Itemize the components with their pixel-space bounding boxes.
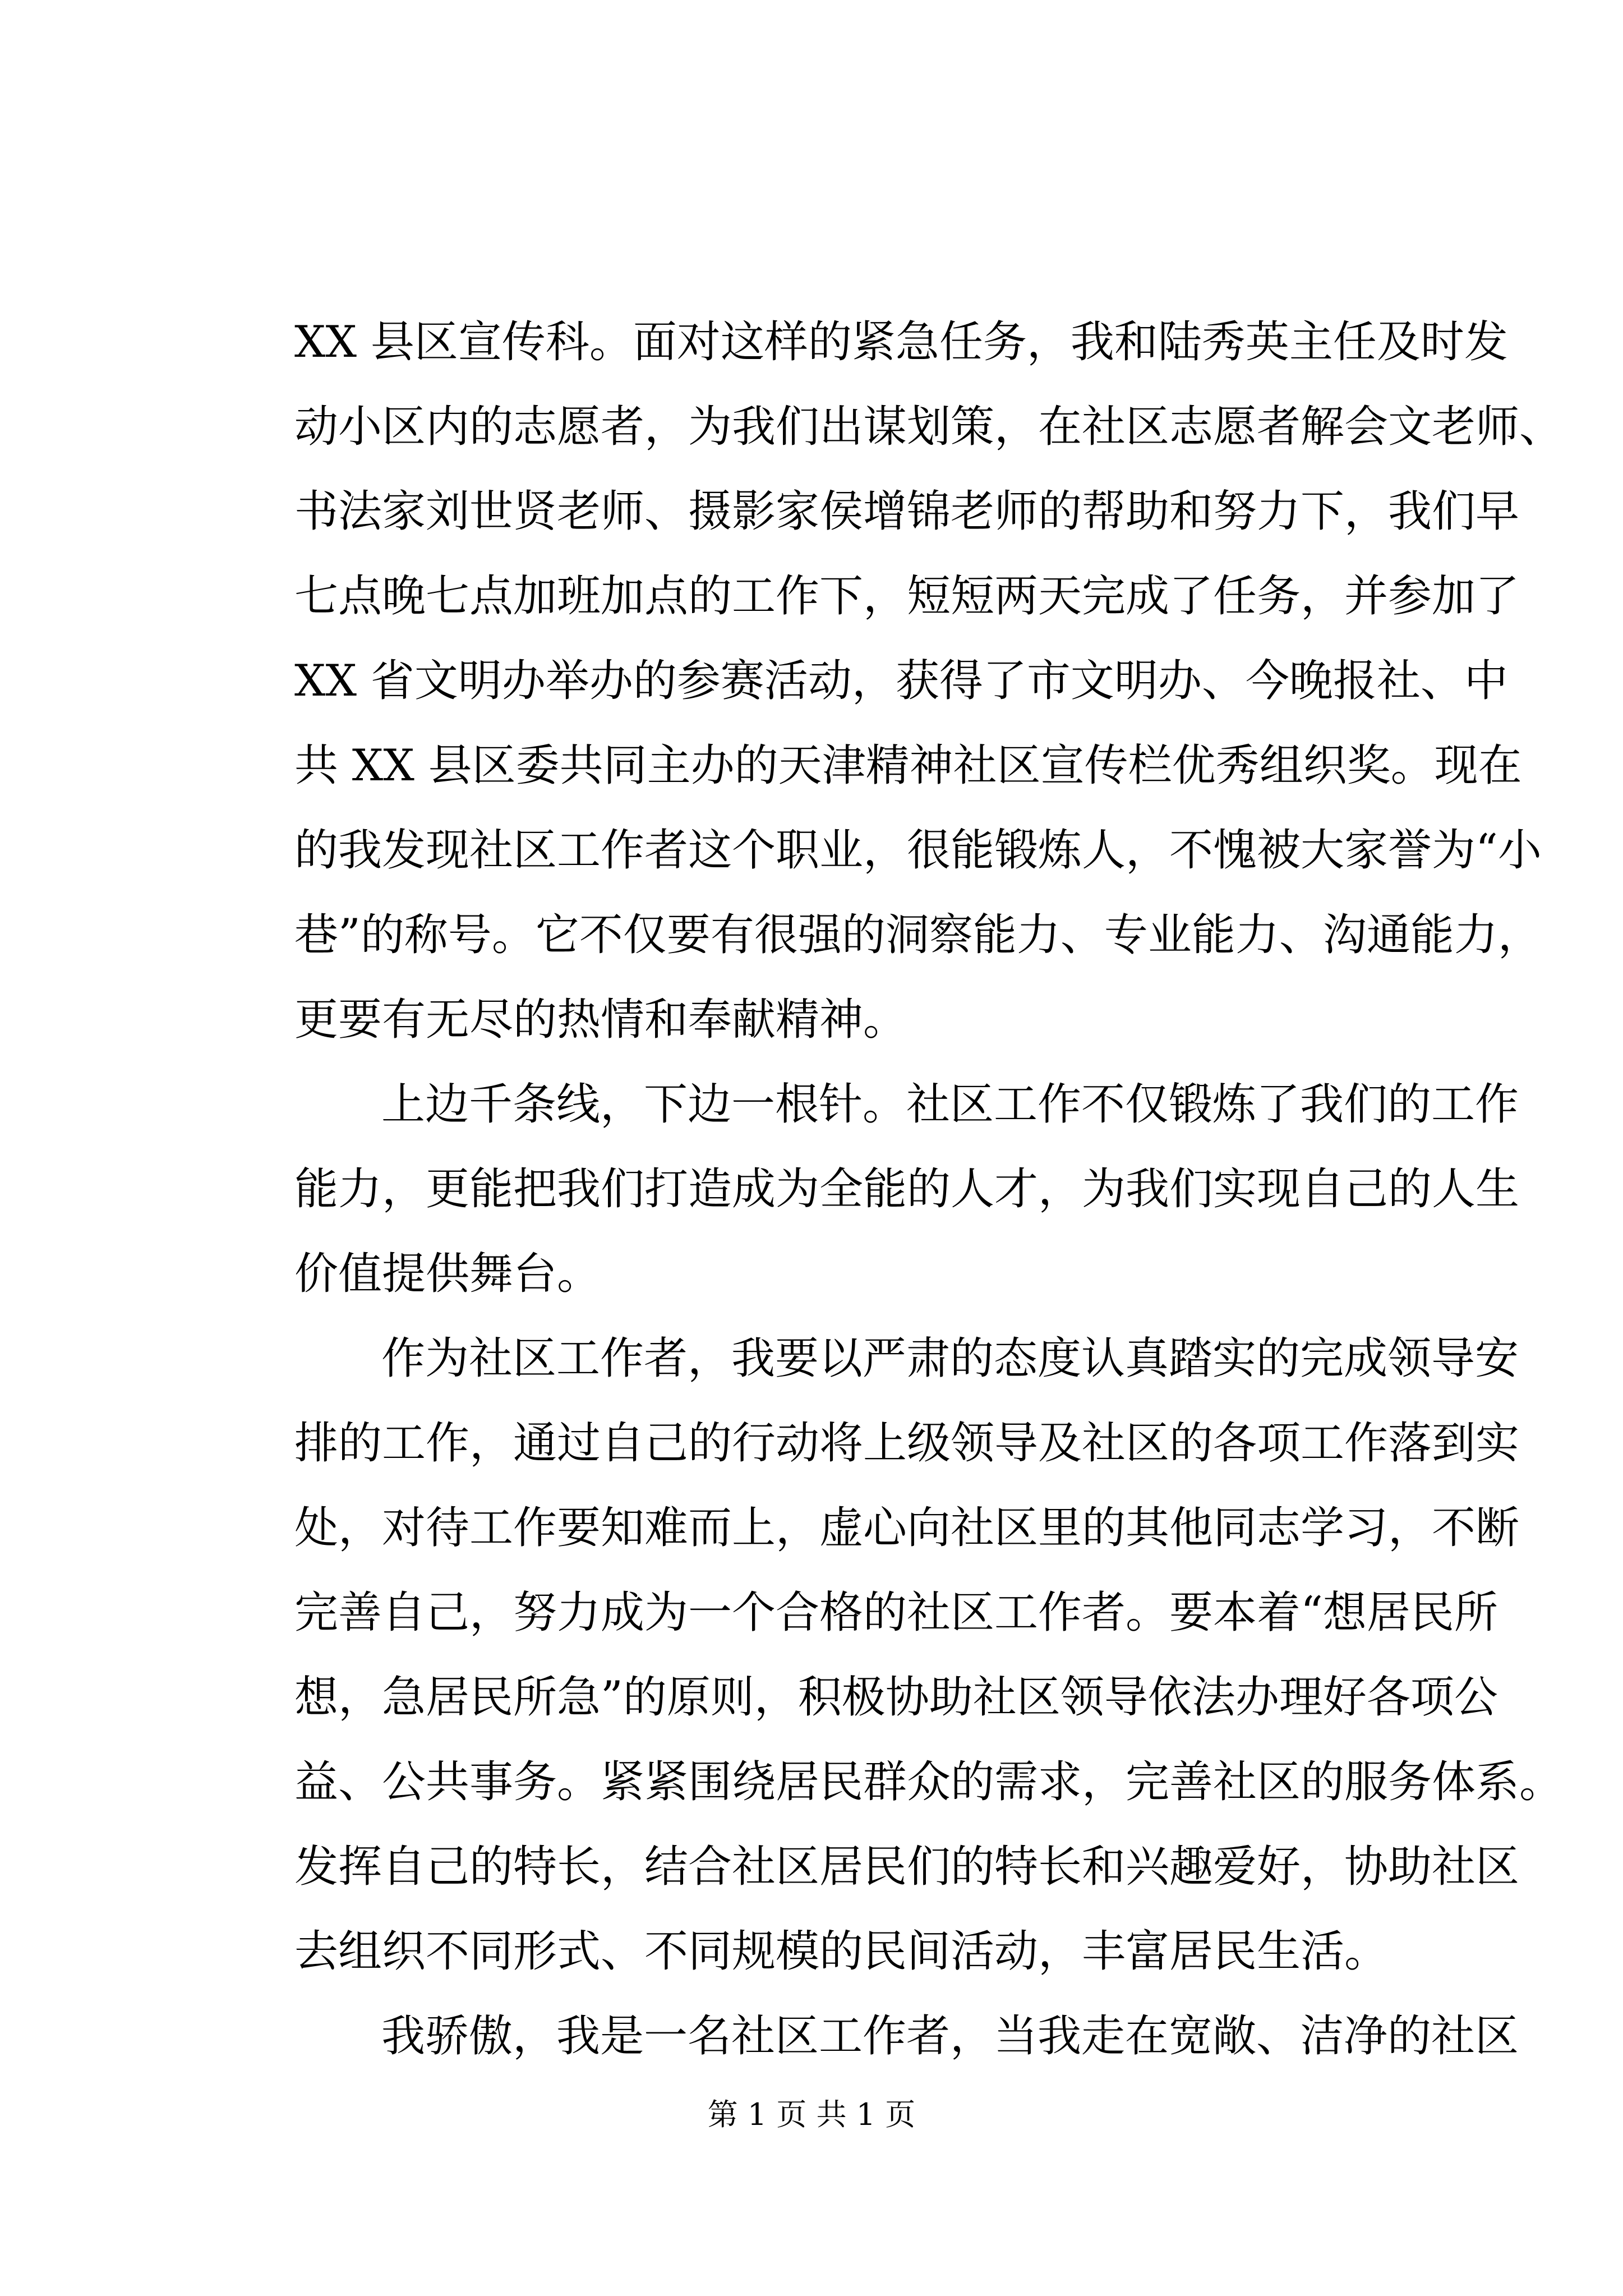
page-footer: 第 1 页 共 1 页	[707, 2097, 916, 2132]
text-line: 书法家刘世贤老师、摄影家侯增锦老师的帮助和努力下，我们早	[294, 486, 1520, 537]
text-line: 动小区内的志愿者，为我们出谋划策，在社区志愿者解会文老师、	[294, 402, 1564, 452]
text-line: 益、公共事务。紧紧围绕居民群众的需求，完善社区的服务体系。	[294, 1757, 1564, 1807]
paragraph-first-line: 上边千条线，下边一根针。社区工作不仅锻炼了我们的工作	[381, 1079, 1519, 1130]
text-line: 想，急居民所急”的原则，积极协助社区领导依法办理好各项公	[294, 1672, 1498, 1723]
text-line: 共 XX 县区委共同主办的天津精神社区宣传栏优秀组织奖。现在	[294, 740, 1522, 791]
text-line: XX 县区宣传科。面对这样的紧急任务，我和陆秀英主任及时发	[294, 317, 1508, 367]
text-line: 的我发现社区工作者这个职业，很能锻炼人，不愧被大家誉为“小	[294, 825, 1542, 876]
text-line: 发挥自己的特长，结合社区居民们的特长和兴趣爱好，协助社区	[294, 1842, 1520, 1892]
text-line: 排的工作，通过自己的行动将上级领导及社区的各项工作落到实	[294, 1418, 1520, 1469]
text-line: 更要有无尽的热情和奉献精神。	[294, 995, 907, 1045]
paragraph-first-line: 我骄傲，我是一名社区工作者，当我走在宽敞、洁净的社区	[381, 2011, 1519, 2062]
text-line: 处，对待工作要知难而上，虚心向社区里的其他同志学习，不断	[294, 1503, 1520, 1553]
text-line: 价值提供舞台。	[294, 1249, 601, 1299]
text-line: 巷”的称号。它不仅要有很强的洞察能力、专业能力、沟通能力，	[294, 910, 1542, 960]
text-line: 去组织不同形式、不同规模的民间活动，丰富居民生活。	[294, 1926, 1389, 1977]
text-line: 七点晚七点加班加点的工作下，短短两天完成了任务，并参加了	[294, 571, 1520, 622]
paragraph-first-line: 作为社区工作者，我要以严肃的态度认真踏实的完成领导安	[381, 1333, 1519, 1384]
text-line: XX 省文明办举办的参赛活动，获得了市文明办、今晚报社、中	[294, 656, 1508, 706]
text-line: 能力，更能把我们打造成为全能的人才，为我们实现自己的人生	[294, 1164, 1520, 1214]
text-line: 完善自己，努力成为一个合格的社区工作者。要本着“想居民所	[294, 1588, 1498, 1638]
